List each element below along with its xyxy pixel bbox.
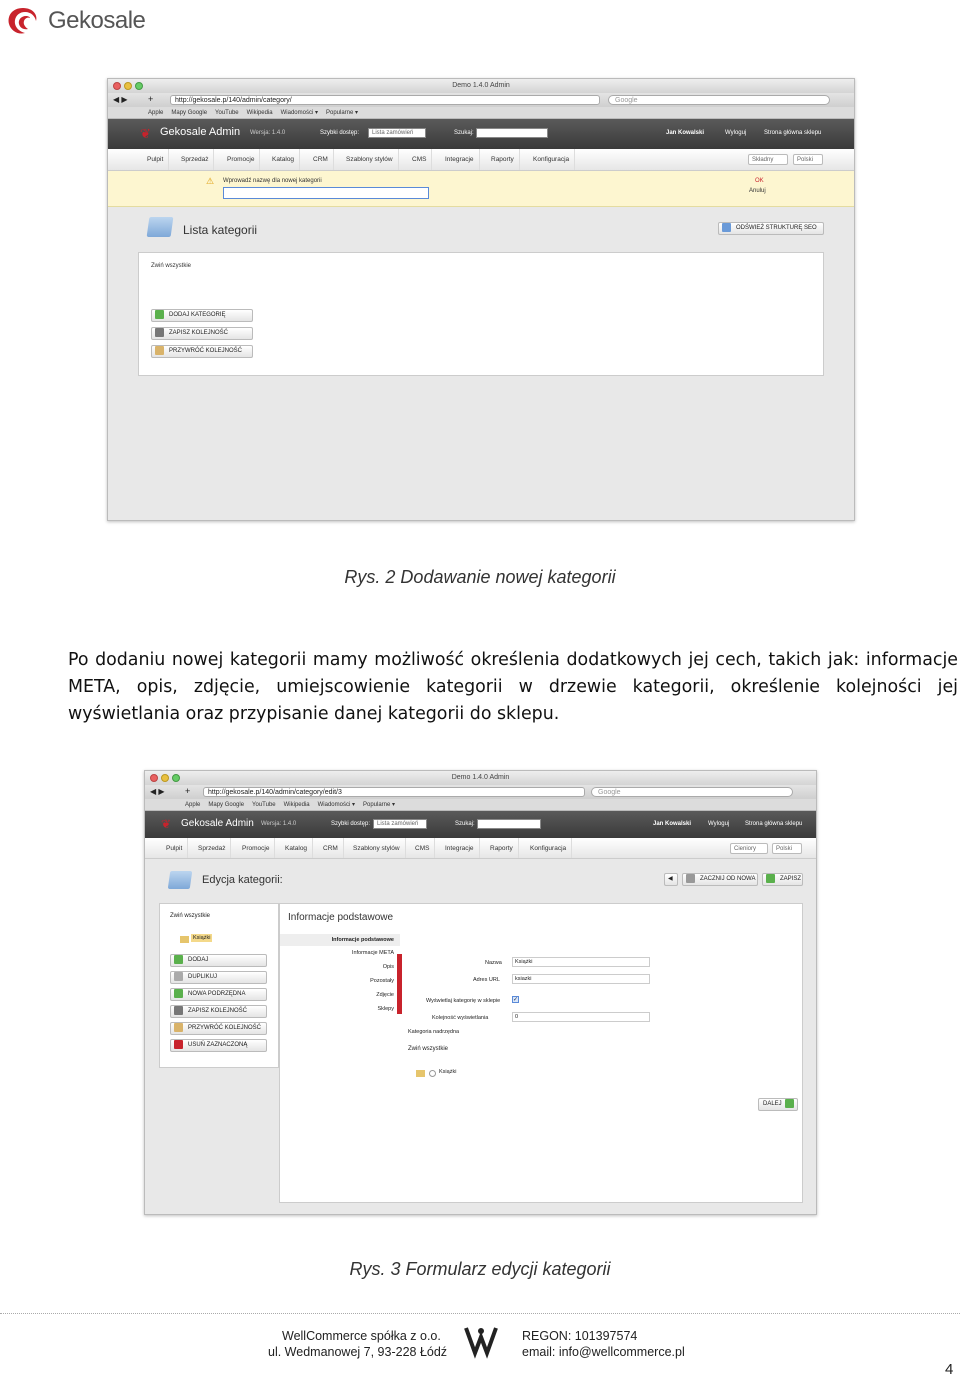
save-order-button[interactable] [151,327,253,340]
menu-crm[interactable]: CRM [308,149,334,170]
window-title: Demo 1.4.0 Admin [451,774,510,781]
admin-user[interactable]: Jan Kowalski [653,821,692,827]
menu-szablony[interactable]: Szablony stylów [341,149,399,170]
folder-icon [147,217,174,237]
admin-version: Wersja: 1.4.0 [250,130,286,136]
quick-access-select[interactable]: Lista zamówień [368,128,426,138]
check-icon [766,874,775,883]
bookmark-item[interactable]: Popularne ▾ [363,802,396,808]
bookmark-item[interactable]: Mapy Google [208,802,245,808]
page-title: Lista kategorii [183,223,258,237]
collapse-all-link[interactable]: Zwiń wszystkie [151,263,192,269]
menu-promocje[interactable]: Promocje [237,838,275,858]
tree-radio[interactable] [429,1070,436,1077]
visible-checkbox[interactable]: ✓ [513,997,519,1003]
menu-cms[interactable]: CMS [410,838,435,858]
menu-pulpit[interactable]: Pulpit [161,838,188,858]
google-search-input[interactable]: Google [591,787,793,797]
browser-toolbar [145,785,816,799]
page-title: Edycja kategorii: [202,874,283,886]
main-menu [108,149,854,171]
duplicate-label: DUPLIKUJ [188,974,218,981]
form-tabs [280,934,400,1024]
admin-brand: Gekosale Admin [160,126,241,138]
save-label: ZAPISZ [780,876,802,883]
add-button[interactable] [170,954,267,967]
tree-folder-icon-2 [416,1070,425,1077]
name-label: Nazwa [485,960,502,966]
next-button[interactable] [758,1098,798,1111]
footer-email: email: info@wellcommerce.pl [522,1345,685,1359]
category-form-panel [279,903,803,1203]
body-paragraph: Po dodaniu nowej kategorii mamy możliwość określenia dodatkowych jej cech, takich jak: informacje META, opis, zdjęcie, umiejscowienie kategorii w drzewie kategorii, określenie kolejności jej wyświetlania oraz przypisanie danej kategorii do sklepu. [68,650,958,724]
tab-active-marker [397,954,402,1014]
visible-label: Wyświetlaj kategorię w sklepie [426,998,501,1004]
address-bar[interactable]: http://gekosale.p/140/admin/category/edit/3 [203,787,585,797]
menu-promocje[interactable]: Promocje [222,149,260,170]
arrow-right-icon [785,1099,794,1108]
minimize-window-icon[interactable] [161,774,169,782]
store-select[interactable]: Cieniory [730,843,768,854]
tab-basic-info[interactable]: Informacje podstawowe [280,934,400,946]
tab-other[interactable]: Pozostały [370,978,394,984]
undo-icon [155,346,164,355]
tree-folder-icon [180,936,189,943]
back-forward-icon[interactable]: ◀ ▶ [150,787,165,796]
plus-icon [174,955,183,964]
screenshot-add-category [107,78,855,521]
admin-logo-icon: ❦ [140,126,151,141]
window-title: Demo 1.4.0 Admin [452,82,510,89]
footer-address: ul. Wedmanowej 7, 93-228 Łódź [268,1345,448,1359]
menu-raporty[interactable]: Raporty [485,838,519,858]
language-select[interactable]: Polski [772,843,802,854]
language-select[interactable]: Polski [793,154,823,165]
add-tab-icon[interactable]: + [185,786,191,796]
tab-stores[interactable]: Sklepy [377,1006,394,1012]
add-label: DODAJ [188,957,209,964]
menu-szablony[interactable]: Szablony stylów [348,838,406,858]
bookmark-item[interactable]: Wiadomości ▾ [317,802,355,808]
duplicate-icon [174,972,183,981]
zoom-window-icon[interactable] [172,774,180,782]
save-order-label: ZAPISZ KOLEJNOŚĆ [169,330,229,337]
url-label: Adres URL [473,977,500,983]
save-icon [174,1006,183,1015]
ok-link[interactable]: OK [755,178,764,184]
logout-link[interactable]: Wyloguj [708,821,730,827]
back-button[interactable] [664,873,678,886]
tab-description[interactable]: Opis [382,964,394,970]
tree-item-selected[interactable]: Książki [193,935,211,941]
save-icon [155,328,164,337]
restore-order-button[interactable] [170,1022,267,1035]
admin-brand: Gekosale Admin [181,818,254,829]
bookmark-item[interactable]: Apple [185,802,201,808]
duplicate-button[interactable] [170,971,267,984]
footer-regon: REGON: 101397574 [522,1329,638,1343]
order-label: Kolejność wyświetlania [432,1015,489,1021]
zoom-window-icon[interactable] [135,82,143,90]
restore-order-label: PRZYWRÓĆ KOLEJNOŚĆ [169,348,243,355]
new-category-prompt [108,171,854,207]
save-button[interactable] [762,873,803,886]
close-window-icon[interactable] [113,82,121,90]
tree-item-2[interactable]: Książki [439,1069,457,1075]
menu-konfiguracja[interactable]: Konfiguracja [525,838,572,858]
restore-order-button[interactable] [151,345,253,358]
admin-user[interactable]: Jan Kowalski [666,130,705,136]
gekosale-logo [6,6,145,36]
admin-header [108,119,854,149]
admin-logo-icon: ❦ [161,817,172,831]
admin-header [145,811,816,838]
undo-icon [174,1023,183,1032]
bookmark-item[interactable]: Mapy Google [171,110,208,116]
quick-access-label: Szybki dostęp: [320,130,360,136]
close-window-icon[interactable] [150,774,158,782]
new-category-input[interactable] [223,187,429,199]
menu-sprzedaz[interactable]: Sprzedaż [176,149,214,170]
minimize-window-icon[interactable] [124,82,132,90]
menu-katalog[interactable]: Katalog [267,149,300,170]
menu-raporty[interactable]: Raporty [486,149,520,170]
menu-pulpit[interactable]: Pulpit [142,149,169,170]
restore-order-label: PRZYWRÓĆ KOLEJNOŚĆ [188,1025,262,1032]
caption-fig2: Rys. 2 Dodawanie nowej kategorii [344,567,616,587]
bookmark-item[interactable]: Wikipedia [283,802,310,808]
add-category-label: DODAJ KATEGORIĘ [169,312,226,319]
logout-link[interactable]: Wyloguj [725,130,747,136]
add-category-button[interactable] [151,309,253,322]
screenshot-edit-category [144,770,817,1215]
window-titlebar [145,771,816,785]
save-order-button[interactable] [170,1005,267,1018]
tab-meta[interactable]: Informacje META [351,950,394,956]
quick-access-label: Szybki dostęp: [331,821,371,827]
bookmarks-bar [145,799,816,811]
wellcommerce-logo-icon [463,1325,499,1359]
menu-sprzedaz[interactable]: Sprzedaż [193,838,231,858]
new-child-button[interactable] [170,988,267,1001]
refresh-seo-button[interactable] [718,222,824,235]
name-input[interactable]: Książki [512,957,650,967]
main-menu [145,838,816,859]
bookmark-item[interactable]: Apple [148,110,164,116]
prompt-text: Wprowadź nazwę dla nowej kategorii [223,178,322,184]
store-select[interactable]: Składny [748,154,788,165]
menu-crm[interactable]: CRM [318,838,344,858]
address-bar[interactable]: http://gekosale.p/140/admin/category/ [170,95,600,105]
delete-selected-button[interactable] [170,1039,267,1052]
parent-label: Kategoria nadrzędna [408,1029,460,1035]
order-input[interactable]: 0 [512,1012,650,1022]
warning-icon: ⚠ [206,176,215,186]
caption-fig3: Rys. 3 Formularz edycji kategorii [349,1259,611,1279]
menu-konfiguracja[interactable]: Konfiguracja [528,149,575,170]
reset-button[interactable] [682,873,758,886]
footer-company: WellCommerce spółka z o.o. [282,1329,441,1343]
next-label: DALEJ [763,1101,782,1108]
plus-icon [174,989,183,998]
delete-icon [174,1040,183,1049]
menu-katalog[interactable]: Katalog [280,838,313,858]
tab-photo[interactable]: Zdjęcie [376,992,394,998]
form-title: Informacje podstawowe [288,912,394,923]
window-titlebar [108,79,854,93]
footer-divider [0,1313,960,1314]
cancel-link[interactable]: Anuluj [749,188,766,194]
add-tab-icon[interactable]: + [148,94,154,104]
menu-integracje[interactable]: Integracje [440,838,480,858]
store-home-link[interactable]: Strona główna sklepu [745,821,803,827]
new-child-label: NOWA PODRZĘDNA [188,991,246,998]
category-panel [138,252,824,376]
search-label: Szukaj: [454,130,474,136]
bookmarks-bar [108,107,854,119]
collapse-all-link-2[interactable]: Zwiń wszystkie [408,1046,449,1052]
admin-search-input[interactable] [476,128,548,138]
reset-icon [686,874,695,883]
plus-icon [155,310,164,319]
folder-edit-icon [168,871,193,889]
delete-selected-label: USUŃ ZAZNACZONĄ [188,1042,248,1049]
url-input[interactable]: ksiazki [512,974,650,984]
admin-search-input[interactable] [477,819,541,829]
browser-toolbar [108,93,854,107]
bookmark-item[interactable]: Wikipedia [246,110,273,116]
bookmark-item[interactable]: Popularne ▾ [326,110,359,116]
bookmark-item[interactable]: YouTube [215,110,239,116]
google-search-input[interactable]: Google [608,95,830,105]
category-tree-panel [159,903,279,1068]
save-order-label: ZAPISZ KOLEJNOŚĆ [188,1008,248,1015]
menu-cms[interactable]: CMS [407,149,432,170]
bookmark-item[interactable]: Wiadomości ▾ [280,110,318,116]
refresh-icon [722,223,731,232]
collapse-all-link[interactable]: Zwiń wszystkie [170,913,211,919]
arrow-left-icon: ◀ [668,876,673,882]
menu-integracje[interactable]: Integracje [440,149,480,170]
page-number: 4 [945,1361,954,1378]
logo-text: Gekosale [48,7,146,34]
quick-access-select[interactable]: Lista zamówień [373,819,427,829]
reset-label: ZACZNIJ OD NOWA [700,876,756,883]
admin-version: Wersja: 1.4.0 [261,821,297,827]
store-home-link[interactable]: Strona główna sklepu [764,130,822,136]
refresh-seo-label: ODŚWIEŻ STRUKTURĘ SEO [736,225,817,232]
back-forward-icon[interactable]: ◀ ▶ [113,95,128,104]
bookmark-item[interactable]: YouTube [252,802,276,808]
search-label: Szukaj: [455,821,475,827]
gekosale-logo-icon [6,6,40,36]
